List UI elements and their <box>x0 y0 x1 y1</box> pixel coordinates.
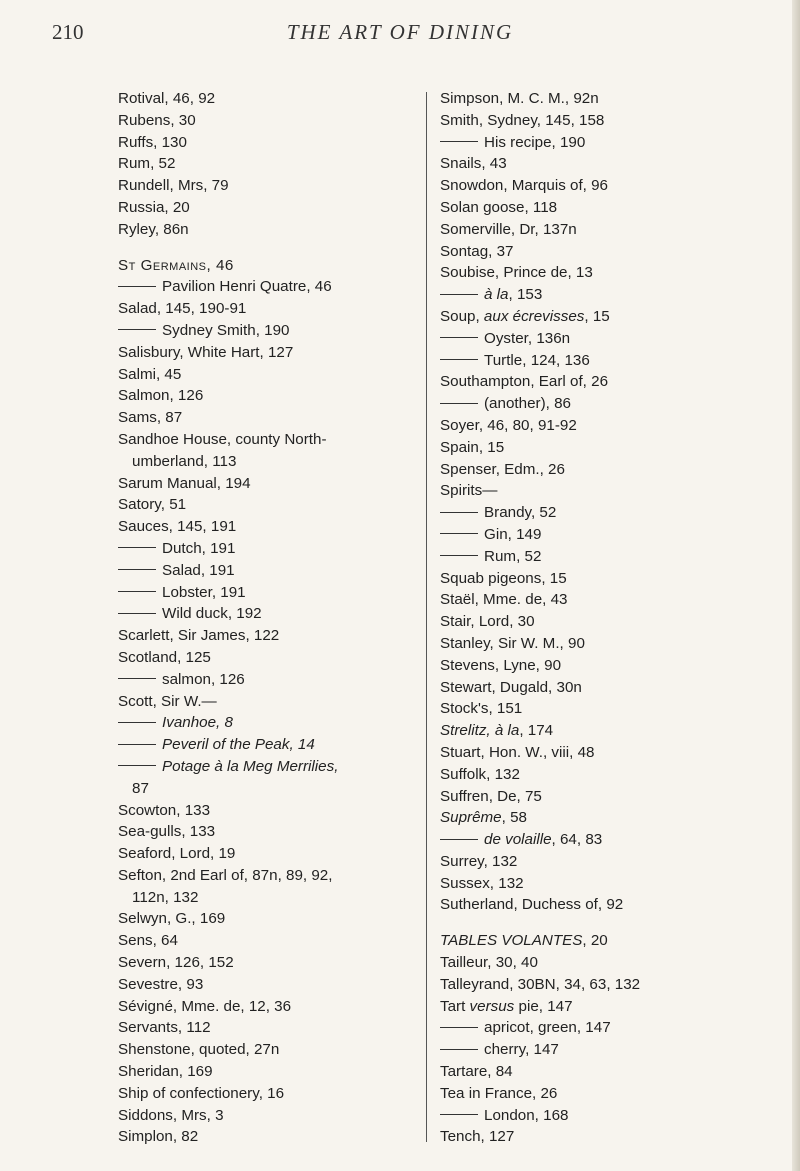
index-entry: Smith, Sydney, 145, 158 <box>440 111 605 129</box>
index-entry: Ship of confectionery, 16 <box>118 1084 285 1102</box>
index-entry: Potage à la Meg Merrilies, <box>118 756 413 778</box>
index-entry: Shenstone, quoted, 27n <box>118 1041 280 1059</box>
ditto-dash <box>440 359 478 360</box>
index-entry: Soyer, 46, 80, 91-92 <box>440 416 577 434</box>
index-entry: Lobster, 191 <box>118 582 413 604</box>
index-entry: Wild duck, 192 <box>118 603 413 625</box>
index-entry: Scott, Sir W.— <box>118 692 217 710</box>
index-entry: Spain, 15 <box>440 438 505 456</box>
page-edge <box>792 0 800 1171</box>
index-entry: St Germains, 46 <box>118 256 234 274</box>
ditto-dash <box>440 403 478 404</box>
index-entry: Salad, 145, 190-91 <box>118 300 247 318</box>
index-entry: Sydney Smith, 190 <box>118 320 413 342</box>
index-entry: Ruffs, 130 <box>118 133 187 151</box>
page-header <box>0 20 800 50</box>
index-entry: Snails, 43 <box>440 155 507 173</box>
index-entry: Sefton, 2nd Earl of, 87n, 89, 92, <box>118 866 333 884</box>
index-entry: Sens, 64 <box>118 932 178 950</box>
index-entry: His recipe, 190 <box>440 132 740 154</box>
index-entry: Oyster, 136n <box>440 328 740 350</box>
ditto-dash <box>118 329 156 330</box>
index-entry: Talleyrand, 30BN, 34, 63, 132 <box>440 975 641 993</box>
index-entry: Tart versus pie, 147 <box>440 997 573 1015</box>
index-entry: Dutch, 191 <box>118 538 413 560</box>
ditto-dash <box>440 337 478 338</box>
index-entry: Snowdon, Marquis of, 96 <box>440 177 609 195</box>
index-entry: Brandy, 52 <box>440 502 740 524</box>
index-entry: Sévigné, Mme. de, 12, 36 <box>118 997 292 1015</box>
index-entry: Tench, 127 <box>440 1128 515 1146</box>
section-gap <box>440 916 740 930</box>
index-entry: Salad, 191 <box>118 560 413 582</box>
index-entry: Scowton, 133 <box>118 801 211 819</box>
index-entry: cherry, 147 <box>440 1039 740 1061</box>
ditto-dash <box>118 722 156 723</box>
index-entry: Salmon, 126 <box>118 387 204 405</box>
index-entry: Salmi, 45 <box>118 365 182 383</box>
index-entry: Rubens, 30 <box>118 111 196 129</box>
index-entry: Sutherland, Duchess of, 92 <box>440 896 624 914</box>
ditto-dash <box>440 555 478 556</box>
ditto-dash <box>440 1027 478 1028</box>
ditto-dash <box>118 286 156 287</box>
index-entry: Suffolk, 132 <box>440 765 520 783</box>
index-entry: Stock's, 151 <box>440 700 523 718</box>
index-entry: Tailleur, 30, 40 <box>440 954 538 972</box>
index-entry: Sea-gulls, 133 <box>118 823 216 841</box>
index-entry: Sevestre, 93 <box>118 975 204 993</box>
index-entry: Southampton, Earl of, 26 <box>440 373 609 391</box>
index-entry: Soubise, Prince de, 13 <box>440 264 593 282</box>
index-entry: Suprême, 58 <box>440 809 527 827</box>
index-entry: apricot, green, 147 <box>440 1017 740 1039</box>
ditto-dash <box>118 744 156 745</box>
index-entry: Stevens, Lyne, 90 <box>440 656 562 674</box>
index-entry: Stair, Lord, 30 <box>440 613 535 631</box>
index-entry: Rum, 52 <box>118 155 176 173</box>
ditto-dash <box>440 141 478 142</box>
index-entry: Peveril of the Peak, 14 <box>118 734 413 756</box>
index-entry: Russia, 20 <box>118 198 190 216</box>
ditto-dash <box>118 569 156 570</box>
index-entry: Strelitz, à la, 174 <box>440 722 554 740</box>
index-entry: Staël, Mme. de, 43 <box>440 591 568 609</box>
index-entry: Sussex, 132 <box>440 874 524 892</box>
index-entry: TABLES VOLANTES, 20 <box>440 932 608 950</box>
ditto-dash <box>440 533 478 534</box>
index-column-left <box>118 88 413 1148</box>
index-entry: Scotland, 125 <box>118 648 211 666</box>
index-entry: Servants, 112 <box>118 1019 211 1037</box>
ditto-dash <box>440 512 478 513</box>
index-entry: Tartare, 84 <box>440 1063 513 1081</box>
ditto-dash <box>440 1114 478 1115</box>
index-entry: Spirits— <box>440 482 498 500</box>
index-entry: Sandhoe House, county North- <box>118 430 327 448</box>
index-entry: Sheridan, 169 <box>118 1063 213 1081</box>
index-entry: Ryley, 86n <box>118 220 189 238</box>
index-entry: Sontag, 37 <box>440 242 514 260</box>
index-entry: Rum, 52 <box>440 546 740 568</box>
ditto-dash <box>118 678 156 679</box>
index-entry: salmon, 126 <box>118 669 413 691</box>
ditto-dash <box>118 591 156 592</box>
index-entry: umberland, 113 <box>132 452 237 470</box>
index-entry: Seaford, Lord, 19 <box>118 845 236 863</box>
ditto-dash <box>118 547 156 548</box>
index-entry: Pavilion Henri Quatre, 46 <box>118 276 413 298</box>
index-entry: Sarum Manual, 194 <box>118 474 251 492</box>
index-entry: Suffren, De, 75 <box>440 787 542 805</box>
index-entry: Somerville, Dr, 137n <box>440 220 577 238</box>
index-entry: Soup, aux écrevisses, 15 <box>440 307 610 325</box>
index-entry: Sauces, 145, 191 <box>118 518 237 536</box>
page-number: 210 <box>52 20 84 44</box>
index-entry: Scarlett, Sir James, 122 <box>118 627 280 645</box>
index-entry: 112n, 132 <box>132 888 199 906</box>
index-entry: (another), 86 <box>440 393 740 415</box>
ditto-dash <box>440 839 478 840</box>
index-entry: Surrey, 132 <box>440 852 518 870</box>
ditto-dash <box>118 613 156 614</box>
index-entry: à la, 153 <box>440 284 740 306</box>
index-entry: Solan goose, 118 <box>440 198 558 216</box>
index-entry: Salisbury, White Hart, 127 <box>118 343 294 361</box>
index-entry: Turtle, 124, 136 <box>440 350 740 372</box>
ditto-dash <box>118 765 156 766</box>
index-entry: Stuart, Hon. W., viii, 48 <box>440 743 595 761</box>
index-entry: Squab pigeons, 15 <box>440 569 567 587</box>
index-entry: Siddons, Mrs, 3 <box>118 1106 224 1124</box>
ditto-dash <box>440 294 478 295</box>
ditto-dash <box>440 1049 478 1050</box>
index-entry: London, 168 <box>440 1105 740 1127</box>
index-entry: Gin, 149 <box>440 524 740 546</box>
index-entry: Sams, 87 <box>118 409 183 427</box>
running-title: THE ART OF DINING <box>286 20 514 44</box>
index-entry: Severn, 126, 152 <box>118 954 234 972</box>
index-entry: Ivanhoe, 8 <box>118 712 413 734</box>
section-gap <box>118 241 413 255</box>
index-column-right <box>440 88 740 1148</box>
index-entry: Rundell, Mrs, 79 <box>118 177 229 195</box>
index-entry: Stewart, Dugald, 30n <box>440 678 582 696</box>
index-entry: 87 <box>132 779 149 797</box>
index-entry: Simplon, 82 <box>118 1128 199 1146</box>
index-entry: Spenser, Edm., 26 <box>440 460 565 478</box>
index-entry: Tea in France, 26 <box>440 1084 558 1102</box>
index-entry: de volaille, 64, 83 <box>440 829 740 851</box>
column-divider <box>426 92 427 1142</box>
index-entry: Satory, 51 <box>118 496 187 514</box>
index-entry: Stanley, Sir W. M., 90 <box>440 634 585 652</box>
index-entry: Selwyn, G., 169 <box>118 910 226 928</box>
index-entry: Rotival, 46, 92 <box>118 90 216 107</box>
index-entry: Simpson, M. C. M., 92n <box>440 90 599 107</box>
